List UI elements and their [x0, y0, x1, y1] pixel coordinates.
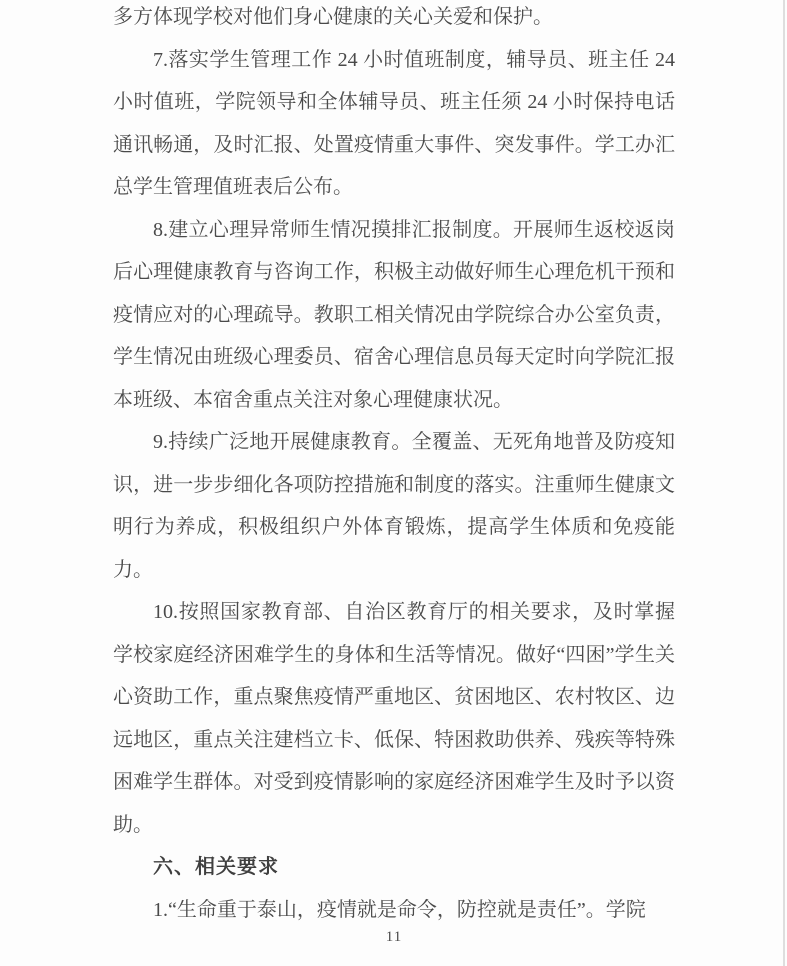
section-heading: 六、相关要求: [153, 856, 279, 878]
paragraph-item-10: 10.按照国家教育部、自治区教育厅的相关要求，及时掌握学校家庭经济困难学生的身体和生活等情况。做好“四困”学生关心资助工作，重点聚焦疫情严重地区、贫困地区、农村牧区、边远地区，重点关注建档立卡、低保、特困救助供养、残疾等特殊困难学生群体。对受到疫情影响的家庭经济困难学生及时予以资助。: [113, 601, 675, 836]
paragraph-item-8: 8.建立心理异常师生情况摸排汇报制度。开展师生返校返岗后心理健康教育与咨询工作，积极主动做好师生心理危机干预和疫情应对的心理疏导。教职工相关情况由学院综合办公室负责，学生情况由班级心理委员、宿舍心理信息员每天定时向学院汇报本班级、本宿舍重点关注对象心理健康状况。: [113, 218, 675, 411]
page-edge-shadow: [783, 0, 785, 966]
paragraph-section6-item-1: 1.“生命重于泰山，疫情就是命令，防控就是责任”。学院: [153, 898, 646, 921]
page-body: [113, 0, 675, 931]
page-number: 11: [385, 929, 403, 945]
paragraph-item-9: 9.持续广泛地开展健康教育。全覆盖、无死角地普及防疫知识，进一步步细化各项防控措施和制度的落实。注重师生健康文明行为养成，积极组织户外体育锻炼，提高学生体质和免疫能力。: [113, 431, 675, 581]
paragraph-item-7: 7.落实学生管理工作 24 小时值班制度，辅导员、班主任 24 小时值班，学院领导和全体辅导员、班主任须 24 小时保持电话通讯畅通，及时汇报、处置疫情重大事件、突发事件。学工办汇总学生管理值班表后公布。: [113, 48, 675, 198]
paragraph-continuation: 多方体现学校对他们身心健康的关心关爱和保护。: [113, 6, 553, 28]
